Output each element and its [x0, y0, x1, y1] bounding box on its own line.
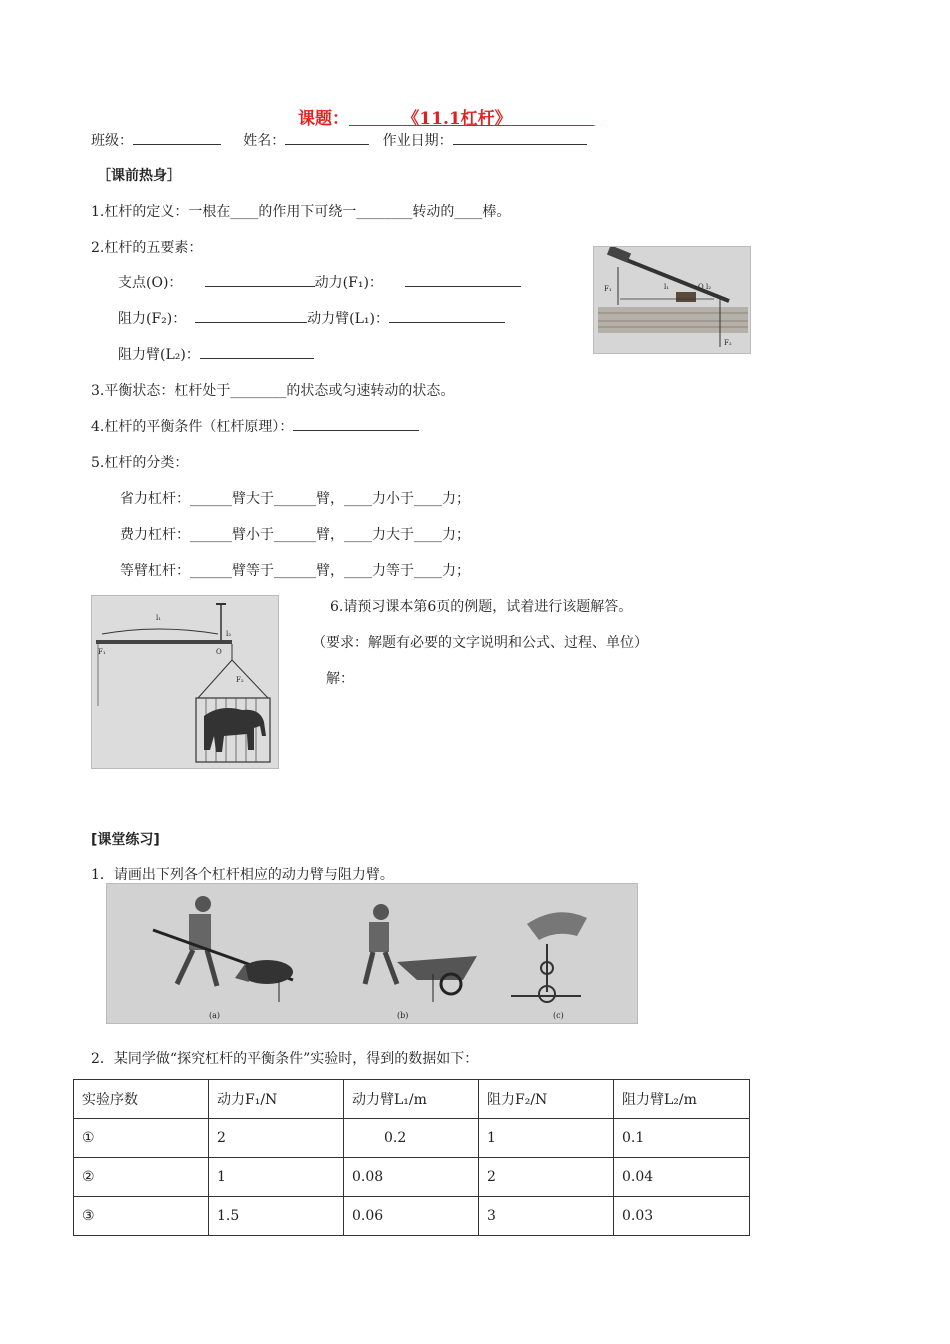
fulcrum-row: 支点(O)： 动力(F₁)：: [118, 272, 521, 292]
table-cell: 2: [479, 1158, 614, 1197]
page-title: 课题： 《11.1杠杆》: [298, 104, 595, 129]
table-cell: 1: [209, 1158, 344, 1197]
fig1-f1-label: F₁: [604, 285, 612, 293]
three-levers-figure: [106, 883, 638, 1024]
resistance-row: 阻力(F₂)： 动力臂(L₁)：: [118, 308, 505, 328]
table-row: [74, 1119, 750, 1158]
table-cell: 1.5: [209, 1197, 344, 1236]
name-field[interactable]: [285, 132, 369, 145]
resistance-arm-row: 阻力臂(L₂)：: [118, 344, 314, 364]
table-cell: 2: [209, 1119, 344, 1158]
fig2-f2-label: F₂: [236, 676, 244, 684]
screwdriver-lever-figure: [593, 246, 751, 354]
lever-type-1: 省力杠杆：______臂大于______臂，____力小于____力；: [120, 491, 470, 507]
table-header-cell: 阻力臂L₂/m: [614, 1080, 750, 1119]
elephant-lever-figure: [91, 595, 279, 769]
table-row: [74, 1158, 750, 1197]
table-header-cell: 实验序数: [74, 1080, 209, 1119]
question-2: 2.杠杆的五要素：: [91, 240, 203, 256]
warmup-heading: ［课前热身］: [97, 168, 181, 184]
header-fields: 班级： 姓名： 作业日期：: [91, 130, 587, 150]
table-cell: ③: [74, 1197, 209, 1236]
lever-type-2: 费力杠杆：______臂小于______臂，____力大于____力；: [120, 527, 470, 543]
experiment-data-table: [73, 1079, 750, 1236]
effort-arm-field[interactable]: [389, 310, 505, 323]
question-4: 4.杠杆的平衡条件（杠杆原理）：: [91, 416, 419, 436]
title-text: 《11.1杠杆》: [402, 109, 512, 129]
table-header-cell: 阻力F₂/N: [479, 1080, 614, 1119]
question-6-requirement: （要求：解题有必要的文字说明和公式、过程、单位）: [312, 635, 648, 651]
resistance-field[interactable]: [195, 310, 307, 323]
table-row: [74, 1197, 750, 1236]
table-cell: 0.08: [344, 1158, 479, 1197]
lever-type-3: 等臂杠杆：______臂等于______臂，____力等于____力；: [120, 563, 470, 579]
table-cell: 0.2: [344, 1119, 479, 1158]
practice-1: 1．请画出下列各个杠杆相应的动力臂与阻力臂。: [91, 867, 394, 883]
question-1: 1.杠杆的定义：一根在____的作用下可绕一________转动的____棒。: [91, 204, 511, 220]
date-field[interactable]: [453, 132, 587, 145]
table-cell: 0.03: [614, 1197, 750, 1236]
table-cell: 0.04: [614, 1158, 750, 1197]
table-header-row: [74, 1080, 750, 1119]
balance-condition-field[interactable]: [293, 418, 419, 431]
class-field[interactable]: [133, 132, 221, 145]
table-cell: ②: [74, 1158, 209, 1197]
effort-field[interactable]: [405, 274, 521, 287]
table-cell: 0.06: [344, 1197, 479, 1236]
fig2-o-label: O: [216, 648, 222, 656]
table-cell: 1: [479, 1119, 614, 1158]
fig-c-label: (c): [553, 1011, 564, 1020]
fig-b-label: (b): [397, 1011, 409, 1020]
fig1-o-label: O: [698, 283, 704, 291]
table-cell: 0.1: [614, 1119, 750, 1158]
fig1-l2-label: l₂: [706, 283, 712, 291]
resistance-arm-field[interactable]: [200, 346, 314, 359]
fig2-f1-label: F₁: [98, 648, 106, 656]
table-cell: ①: [74, 1119, 209, 1158]
fig-a-label: (a): [209, 1011, 221, 1020]
practice-2: 2．某同学做“探究杠杆的平衡条件”实验时，得到的数据如下：: [91, 1051, 479, 1067]
answer-label: 解：: [326, 671, 354, 687]
fig1-f2-label: F₂: [724, 339, 732, 347]
question-3: 3.平衡状态：杠杆处于________的状态或匀速转动的状态。: [91, 383, 455, 399]
fig2-l1-label: l₁: [156, 614, 162, 622]
fulcrum-field[interactable]: [205, 274, 315, 287]
question-6: 6.请预习课本第6页的例题，试着进行该题解答。: [330, 599, 633, 615]
table-header-cell: 动力F₁/N: [209, 1080, 344, 1119]
table-cell: 3: [479, 1197, 614, 1236]
fig1-l1-label: l₁: [664, 283, 670, 291]
fig2-l2-label: l₂: [226, 630, 232, 638]
question-5: 5.杠杆的分类：: [91, 455, 189, 471]
table-header-cell: 动力臂L₁/m: [344, 1080, 479, 1119]
practice-heading: [课堂练习]: [91, 832, 160, 848]
